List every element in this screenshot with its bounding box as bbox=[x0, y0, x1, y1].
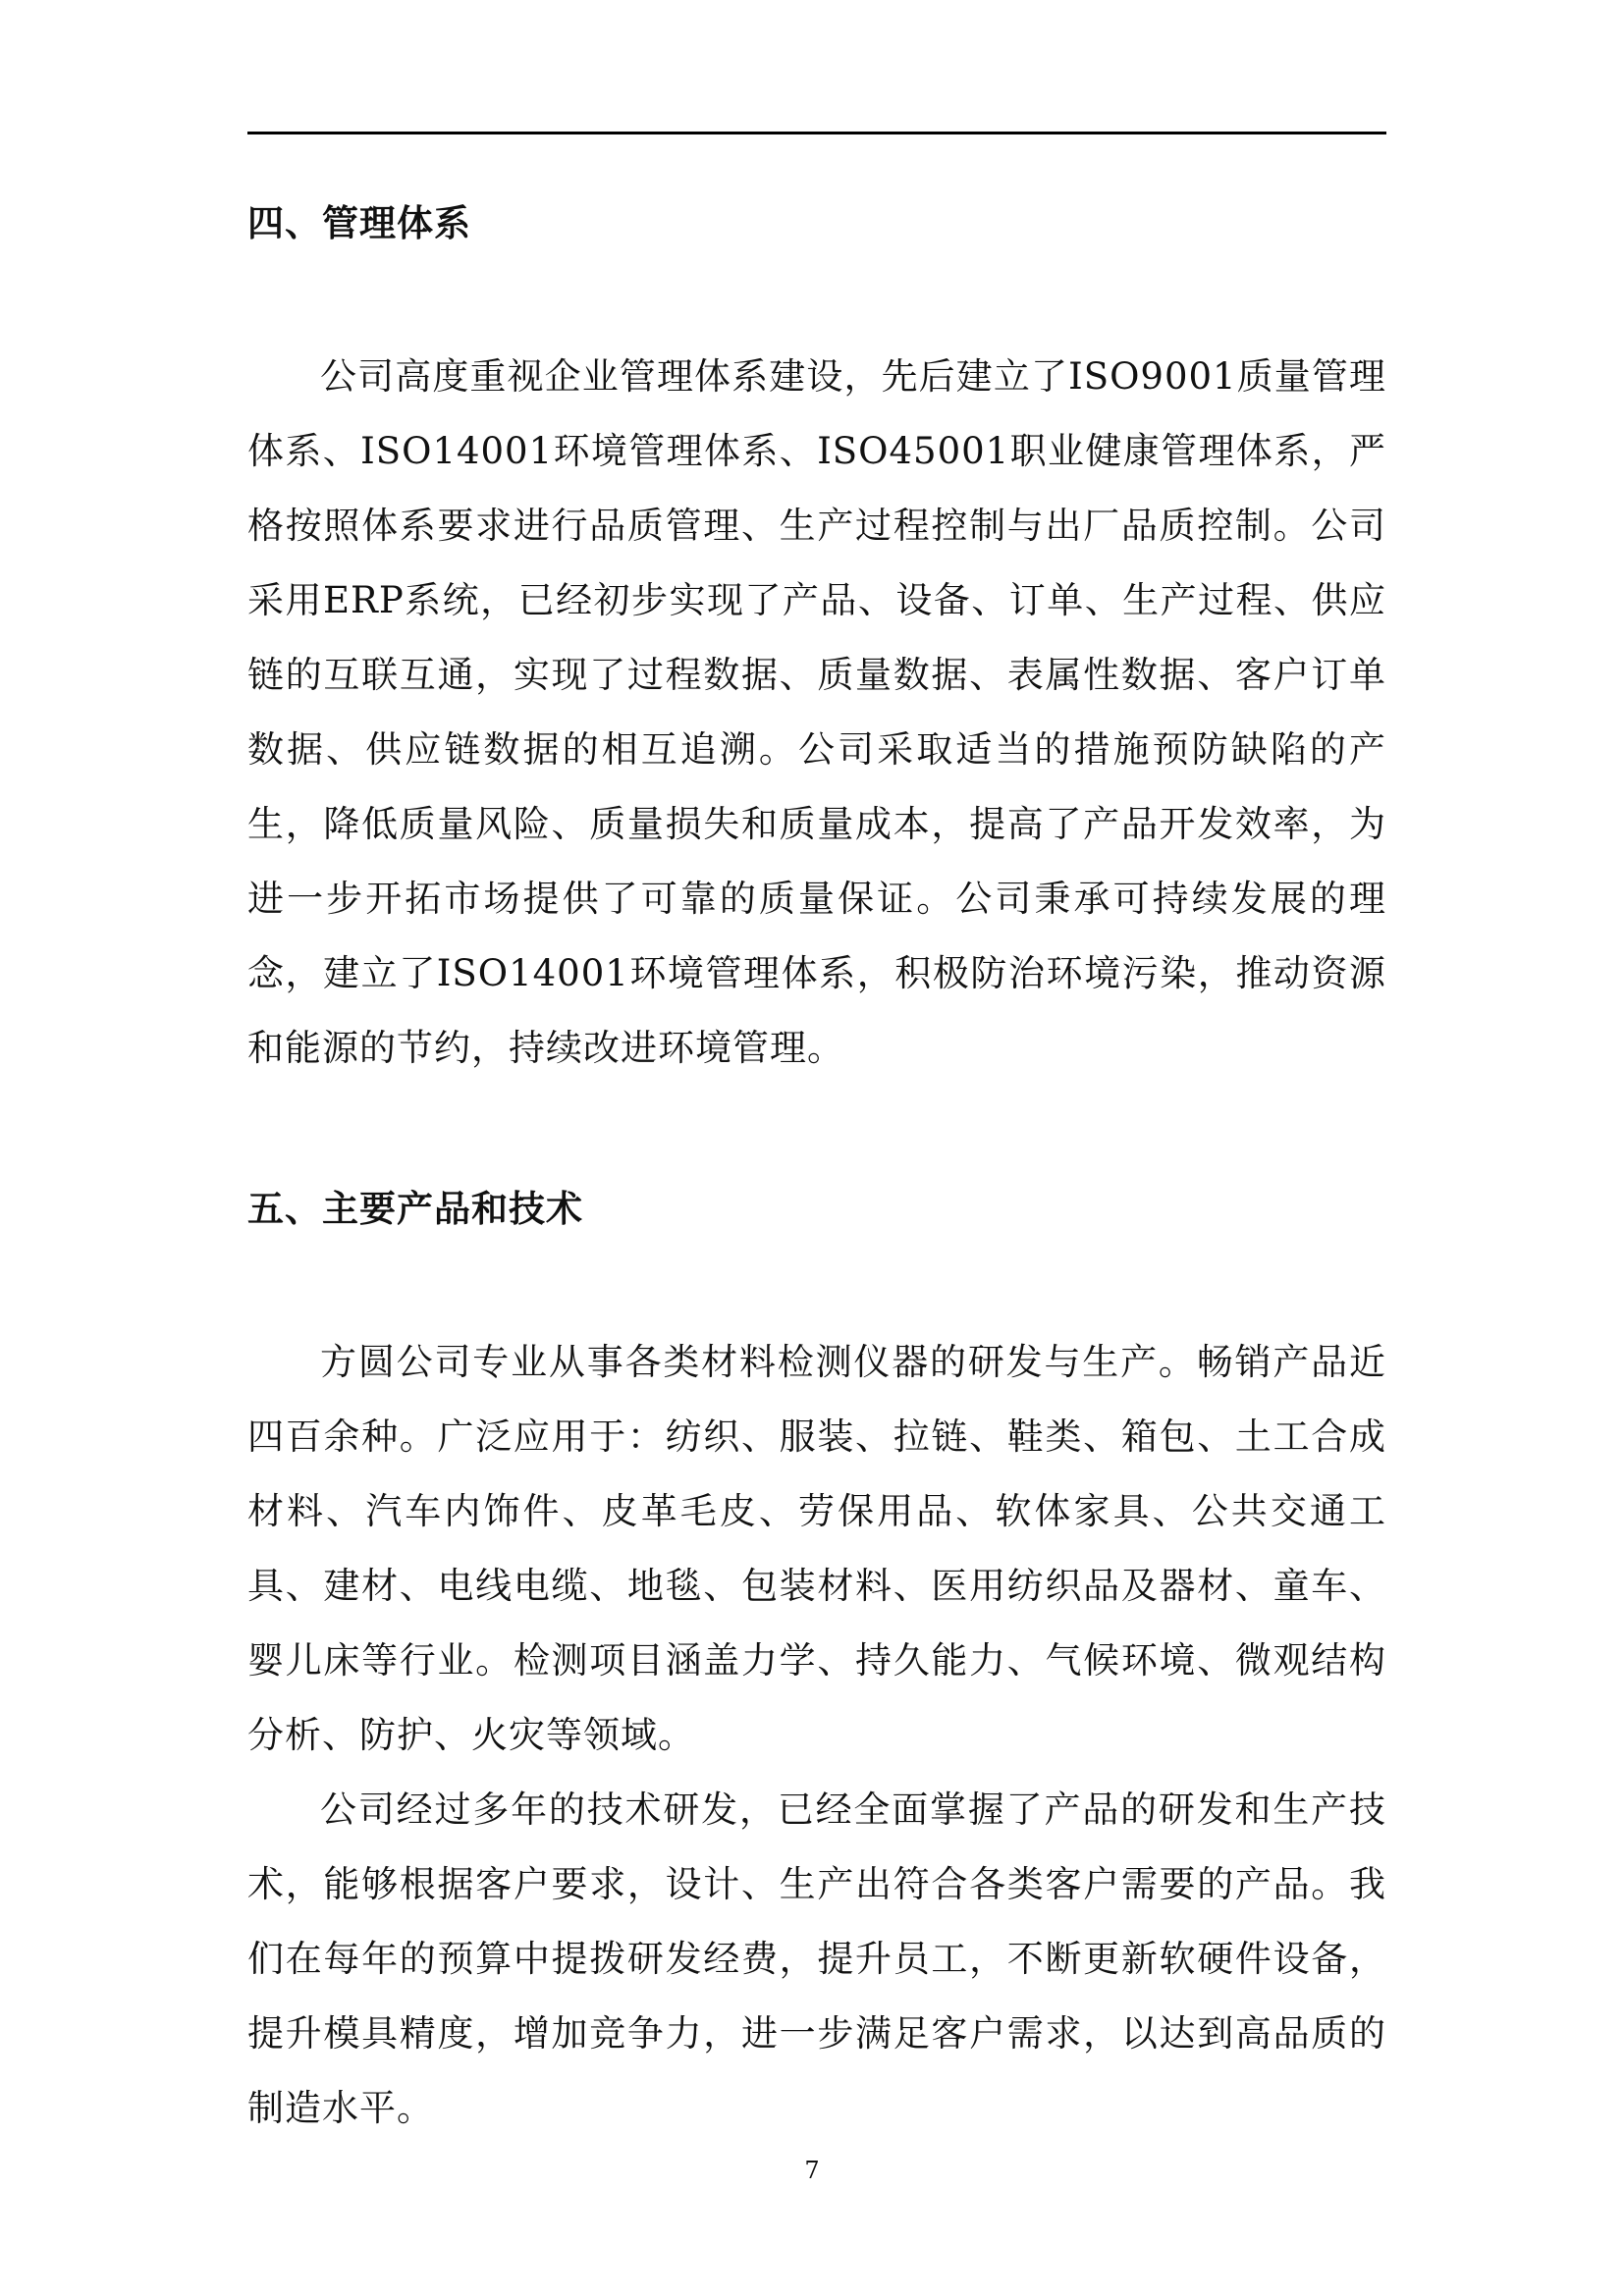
header-rule bbox=[247, 132, 1386, 134]
paragraph-management-system: 公司高度重视企业管理体系建设，先后建立了ISO9001质量管理体系、ISO14001环境管理体系、ISO45001职业健康管理体系，严格按照体系要求进行品质管理、生产过程控制与出厂品质控制。公司采用ERP系统，已经初步实现了产品、设备、订单、生产过程、供应链的互联互通，实现了过程数据、质量数据、表属性数据、客户订单数据、供应链数据的相互追溯。公司采取适当的措施预防缺陷的产生，降低质量风险、质量损失和质量成本，提高了产品开发效率，为进一步开拓市场提供了可靠的质量保证。公司秉承可持续发展的理念，建立了ISO14001环境管理体系，积极防治环境污染，推动资源和能源的节约，持续改进环境管理。 bbox=[247, 355, 1386, 1069]
spacer bbox=[247, 1086, 1386, 1172]
spacer bbox=[247, 261, 1386, 340]
page-number: 7 bbox=[804, 2157, 820, 2184]
document-body bbox=[247, 187, 1386, 2146]
section-heading-management-system: 四、管理体系 bbox=[247, 202, 471, 244]
paragraph-technology: 公司经过多年的技术研发，已经全面掌握了产品的研发和生产技术，能够根据客户要求，设计、生产出符合各类客户需要的产品。我们在每年的预算中提拨研发经费，提升员工，不断更新软硬件设备，提升模具精度，增加竞争力，进一步满足客户需求，以达到高品质的制造水平。 bbox=[247, 1789, 1386, 2129]
section-heading-products-technology: 五、主要产品和技术 bbox=[247, 1188, 583, 1230]
paragraph-products: 方圆公司专业从事各类材料检测仪器的研发与生产。畅销产品近四百余种。广泛应用于：纺织、服装、拉链、鞋类、箱包、土工合成材料、汽车内饰件、皮革毛皮、劳保用品、软体家具、公共交通工具、建材、电线电缆、地毯、包装材料、医用纺织品及器材、童车、婴儿床等行业。检测项目涵盖力学、持久能力、气候环境、微观结构分析、防护、火灾等领域。 bbox=[247, 1341, 1386, 1756]
spacer bbox=[247, 1247, 1386, 1325]
